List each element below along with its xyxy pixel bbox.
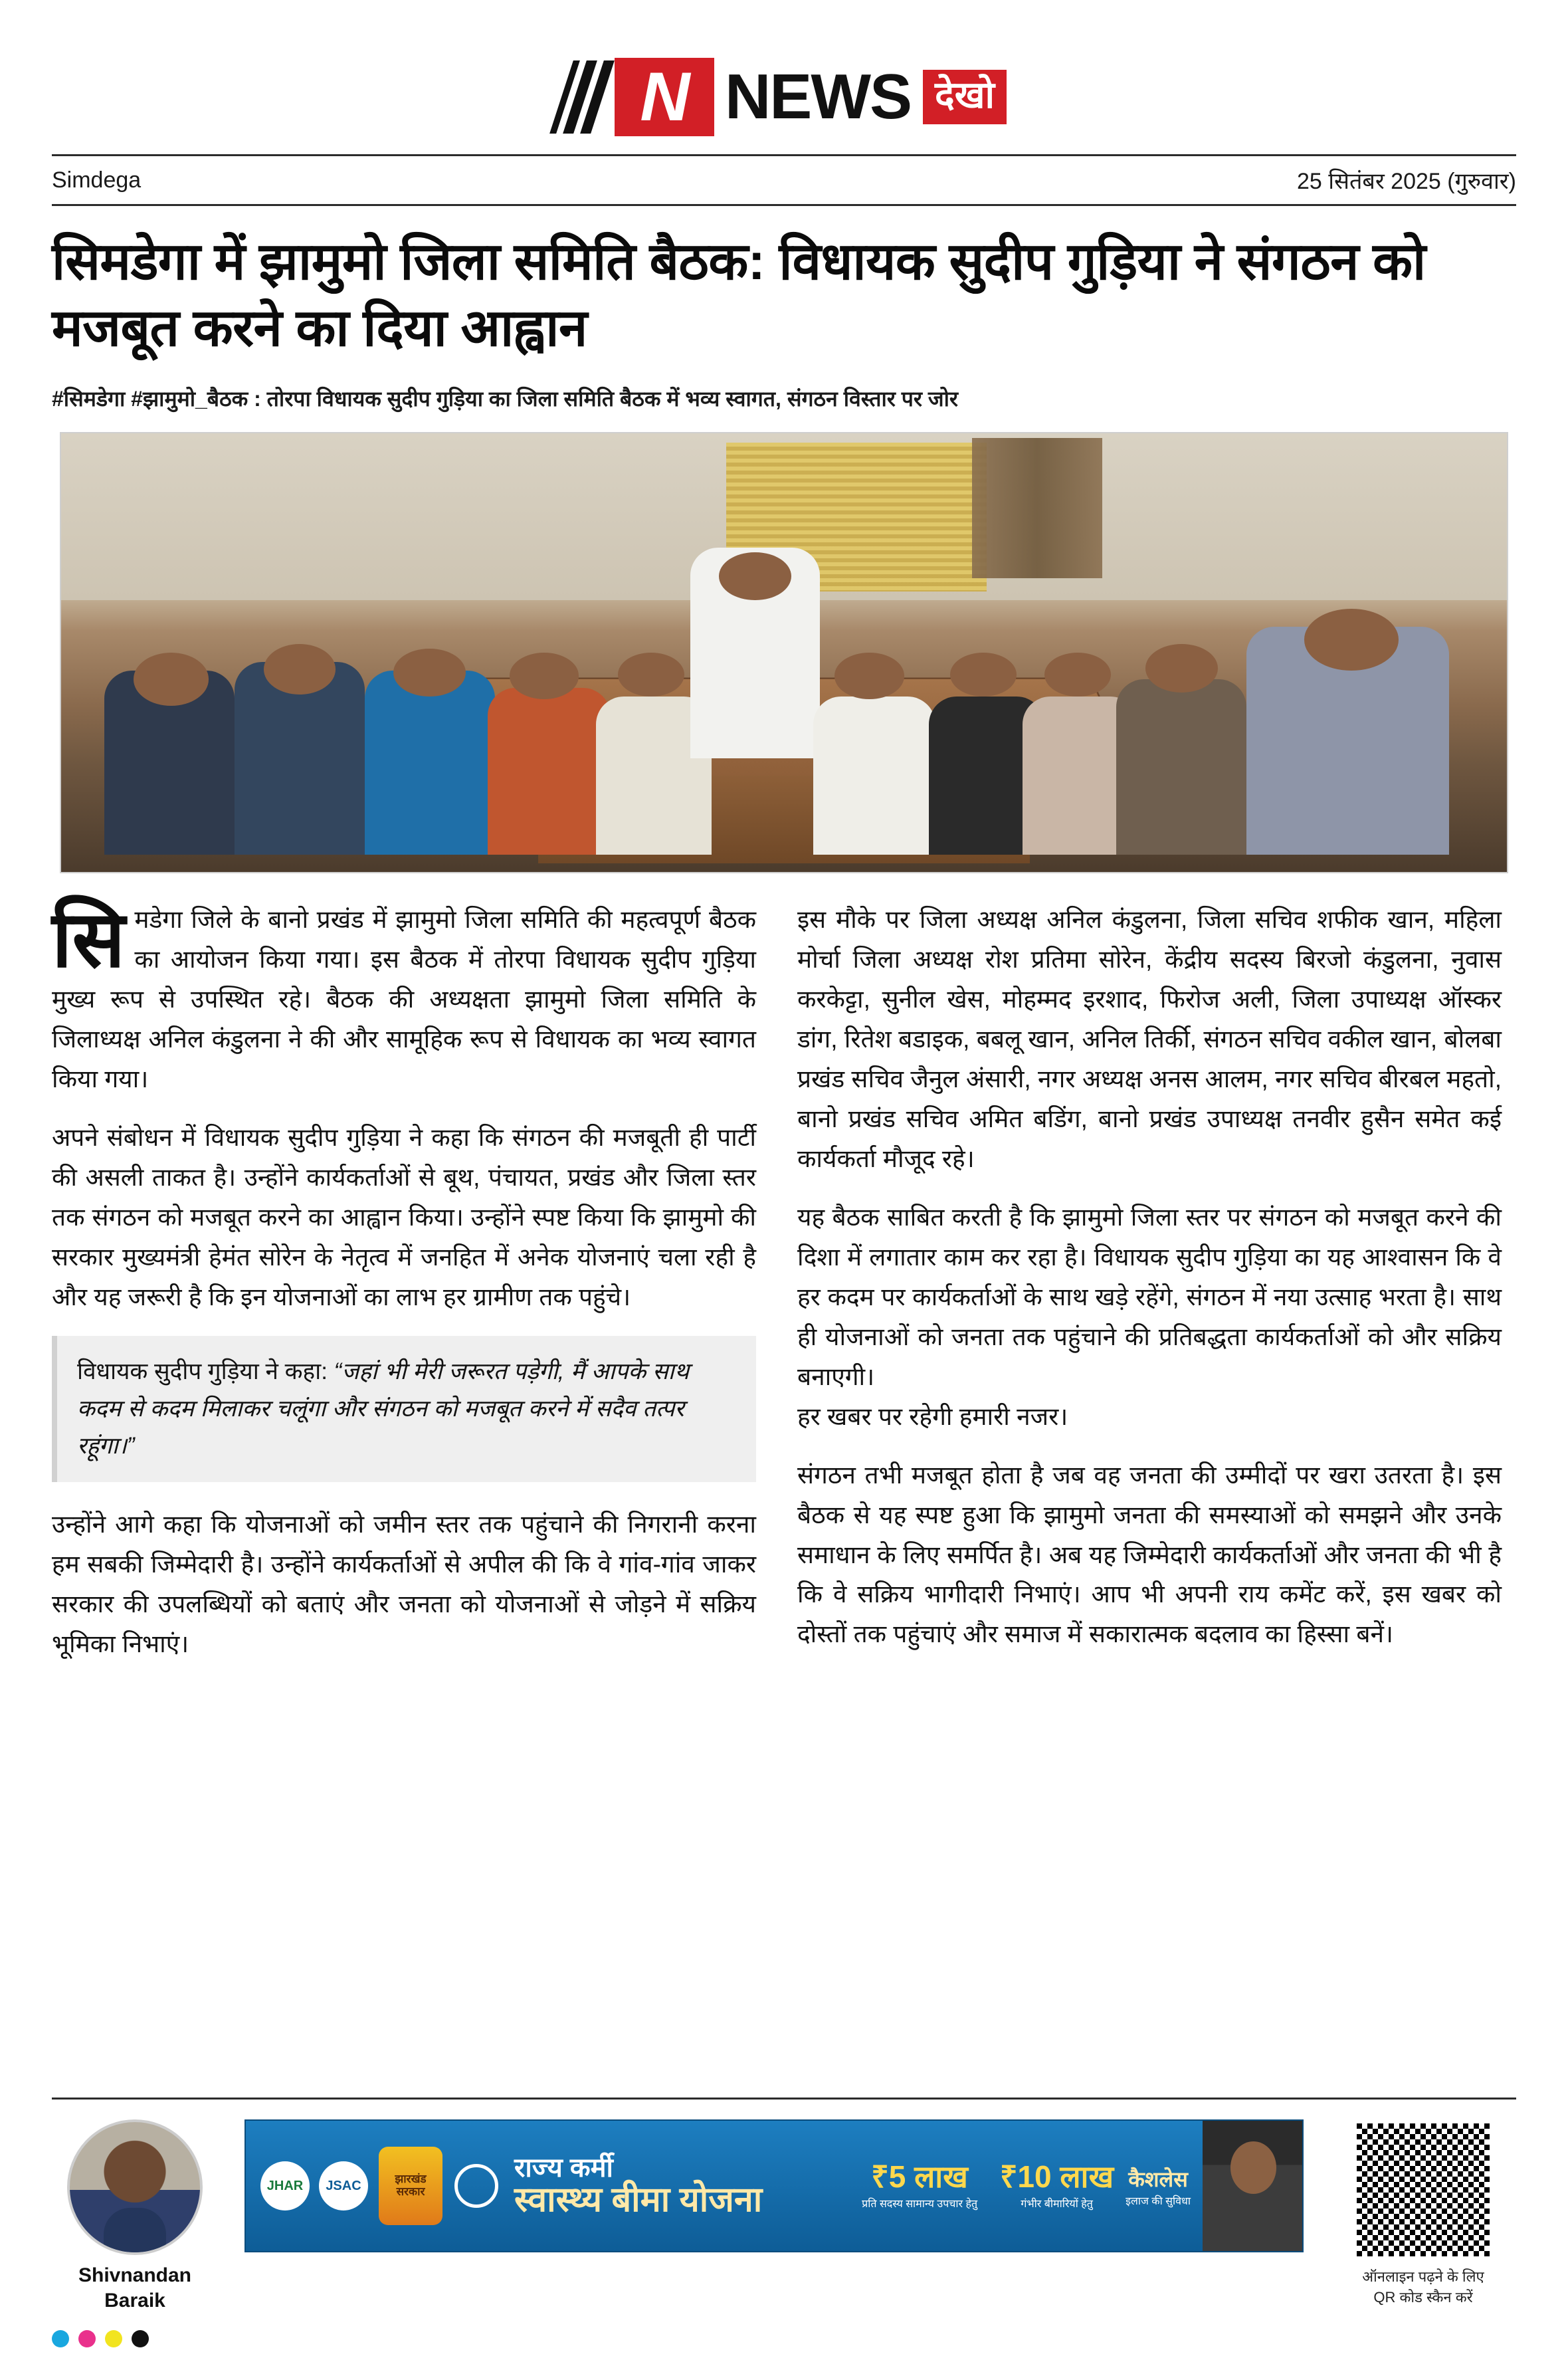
paragraph-4: इस मौके पर जिला अध्यक्ष अनिल कंडुलना, जिला सचिव शफीक खान, महिला मोर्चा जिला अध्यक्ष रोश प्रतिमा सोरेन, केंद्रीय सदस्य बिरजो कंडुलना, नुवास करकेट्टा, सुनील खेस, मोहम्मद इरशाद, फिरोज अली, जिला उपाध्यक्ष ऑस्कर डांग, रितेश बडाइक, बबलू खान, अनिल तिर्की, संगठन सचिव वकील खान, बोलबा प्रखंड सचिव जैनुल अंसारी, नगर अध्यक्ष अनस आलम, नगर सचिव बीरबल महतो, बानो प्रखंड सचिव अमित बडिंग, बानो प्रखंड उपाध्यक्ष तनवीर हुसैन समेत कई कार्यकर्ता मौजूद रहे। bbox=[797, 906, 1502, 1173]
paragraph-5-tagline: हर खबर पर रहेगी हमारी नजर। bbox=[797, 1402, 1068, 1430]
slash-icon bbox=[561, 60, 609, 134]
avatar bbox=[67, 2119, 203, 2255]
paragraph-6: संगठन तभी मजबूत होता है जब वह जनता की उम्मीदों पर खरा उतरता है। इस बैठक से यह स्पष्ट हुआ कि झामुमो जनता की समस्याओं को समझने और उनके समाधान के लिए समर्पित है। अब यह जिम्मेदारी कार्यकर्ताओं और जनता की भी है कि वे सक्रिय भागीदारी निभाएं। आप भी अपनी राय कमेंट करें, इस खबर को दोस्तों तक पहुंचाएं और समाज में सकारात्मक बदलाव का हिस्सा बनें। bbox=[797, 1461, 1502, 1648]
ad-amount-1-note: प्रति सदस्य सामान्य उपचार हेतु bbox=[862, 2199, 978, 2210]
ad-cashless bbox=[1126, 2165, 1203, 2208]
ad-amount-1 bbox=[862, 2161, 977, 2210]
paragraph-3: उन्होंने आगे कहा कि योजनाओं को जमीन स्तर तक पहुंचाने की निगरानी करना हम सबकी जिम्मेदारी है। उन्होंने कार्यकर्ताओं से अपील की कि वे गांव-गांव जाकर सरकार की उपलब्धियों को बताएं और जनता को योजनाओं से जोड़ने में सक्रिय भूमिका निभाएं। bbox=[52, 1510, 756, 1658]
qr-caption-line2: QR कोड स्कैन करें bbox=[1373, 2288, 1473, 2306]
reporter-name: Shivnandan Baraik bbox=[78, 2264, 192, 2312]
qr-block[interactable] bbox=[1330, 2119, 1516, 2308]
logo-n-mark: N bbox=[615, 58, 714, 136]
paragraph-2: अपने संबोधन में विधायक सुदीप गुड़िया ने कहा कि संगठन की मजबूती ही पार्टी की असली ताकत है। उन्होंने कार्यकर्ताओं से बूथ, पंचायत, प्रखंड और जिला स्तर तक संगठन को मजबूत करने का आह्वान किया। उन्होंने स्पष्ट किया कि झामुमो की सरकार मुख्यमंत्री हेमंत सोरेन के नेतृत्व में जनहित में अनेक योजनाएं चला रही है और यह जरूरी है कि इन योजनाओं का लाभ हर ग्रामीण तक पहुंचे। bbox=[52, 1124, 756, 1311]
meta-bar bbox=[52, 154, 1516, 206]
pull-quote-text bbox=[77, 1353, 736, 1465]
dateline-location: Simdega bbox=[52, 167, 142, 193]
meeting-room-image bbox=[61, 433, 1507, 872]
color-dot-black bbox=[132, 2330, 149, 2347]
ad-amount-2-note: गंभीर बीमारियों हेतु bbox=[1021, 2199, 1093, 2210]
qr-caption-line1: ऑनलाइन पढ़ने के लिए bbox=[1362, 2268, 1484, 2285]
dateline-date: 25 सितंबर 2025 (गुरुवार) bbox=[1296, 169, 1516, 194]
qr-caption bbox=[1330, 2267, 1516, 2308]
paragraph-1-text: मडेगा जिले के बानो प्रखंड में झामुमो जिला समिति की महत्वपूर्ण बैठक का आयोजन किया गया। इस बैठक में तोरपा विधायक सुदीप गुड़िया मुख्य रूप से उपस्थित रहे। बैठक की अध्यक्षता झामुमो जिला समिति के जिलाध्यक्ष अनिल कंडुलना ने की और सामूहिक रूप से विधायक का भव्य स्वागत किया गया। bbox=[52, 906, 756, 1093]
ad-portrait bbox=[1203, 2121, 1302, 2251]
pull-quote-body: “जहां भी मेरी जरूरत पड़ेगी, मैं आपके साथ कदम से कदम मिलाकर चलूंगा और संगठन को मजबूत करने में सदैव तत्पर रहूंगा।” bbox=[77, 1358, 690, 1459]
color-dot-cyan bbox=[52, 2330, 69, 2347]
jsac-logo-icon: JSAC bbox=[319, 2161, 368, 2210]
pull-quote-lead: विधायक सुदीप गुड़िया ने कहा: bbox=[77, 1358, 328, 1384]
column-left bbox=[52, 896, 756, 1682]
ad-title bbox=[514, 2154, 762, 2218]
scheme-emblem-icon: झारखंड सरकार bbox=[379, 2147, 442, 2225]
brand-logo bbox=[561, 57, 1007, 137]
jharkhand-emblem-icon: JHAR bbox=[260, 2161, 310, 2210]
ad-amounts bbox=[862, 2161, 1126, 2210]
color-dot-yellow bbox=[105, 2330, 122, 2347]
qr-code-icon[interactable] bbox=[1353, 2119, 1494, 2260]
article-body bbox=[52, 896, 1516, 1682]
paragraph-1 bbox=[52, 896, 756, 1099]
page-title: सिमडेगा में झामुमो जिला समिति बैठक: विधायक सुदीप गुड़िया ने संगठन को मजबूत करने का दिया आह्वान bbox=[52, 232, 1426, 357]
advertisement-banner[interactable] bbox=[245, 2119, 1304, 2252]
page-footer bbox=[52, 2098, 1516, 2313]
masthead bbox=[0, 0, 1568, 154]
pull-quote bbox=[52, 1336, 756, 1482]
subheadline: #सिमडेगा #झामुमो_बैठक : तोरपा विधायक सुदीप गुड़िया का जिला समिति बैठक में भव्य स्वागत, संगठन विस्तार पर जोर bbox=[52, 386, 959, 411]
column-right bbox=[797, 900, 1502, 1682]
ad-amount-1-value: ₹5 लाख bbox=[871, 2159, 968, 2194]
ad-title-line1: राज्य कर्मी bbox=[514, 2153, 613, 2183]
reporter-block bbox=[52, 2119, 218, 2313]
drop-cap: सि bbox=[52, 896, 126, 984]
ad-logos bbox=[246, 2161, 368, 2210]
ad-amount-2-value: ₹10 लाख bbox=[1000, 2159, 1114, 2194]
logo-wordmark: NEWS bbox=[724, 61, 911, 132]
ad-cashless-note: इलाज की सुविधा bbox=[1126, 2195, 1191, 2207]
paragraph-5-text: यह बैठक साबित करती है कि झामुमो जिला स्तर पर संगठन को मजबूत करने की दिशा में लगातार काम कर रहा है। विधायक सुदीप गुड़िया का यह आश्वासन कि वे हर कदम पर कार्यकर्ताओं के साथ खड़े रहेंगे, संगठन में नया उत्साह भरता है। साथ ही योजनाओं को जनता तक पहुंचाने की प्रतिबद्धता कार्यकर्ताओं को और सक्रिय बनाएगी। bbox=[797, 1204, 1502, 1390]
ad-amount-2 bbox=[1000, 2161, 1114, 2210]
stethoscope-icon bbox=[454, 2164, 498, 2208]
ad-cashless-label: कैशलेस bbox=[1128, 2167, 1188, 2191]
color-dot-magenta bbox=[78, 2330, 96, 2347]
registration-color-bar bbox=[52, 2330, 149, 2347]
ad-title-line2: स्वास्थ्य बीमा योजना bbox=[514, 2180, 763, 2219]
logo-badge: देखो bbox=[923, 70, 1007, 124]
paragraph-5 bbox=[797, 1198, 1502, 1437]
article-photo bbox=[60, 432, 1508, 873]
